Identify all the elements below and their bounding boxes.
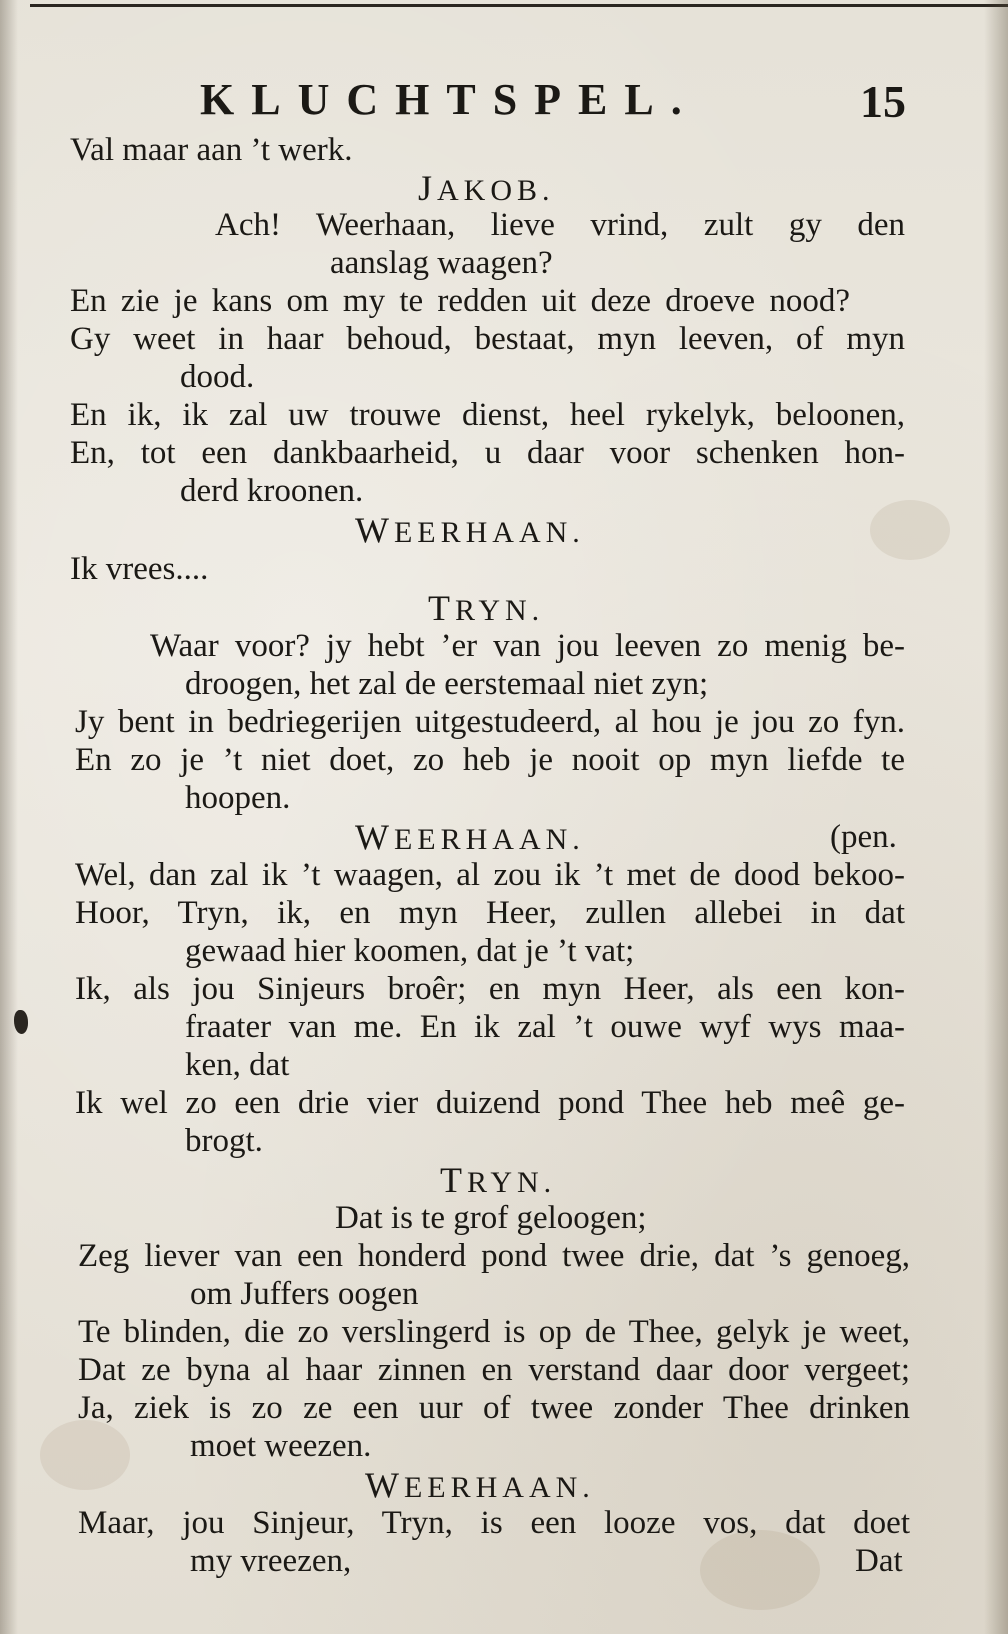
verse-line: Hoor, Tryn, ik, en myn Heer, zullen allebei in dat [75,895,905,931]
verse-line: Maar, jou Sinjeur, Tryn, is een looze vos, dat doet [78,1505,910,1541]
paper-stain [40,1420,130,1490]
verse-line: En, tot een dankbaarheid, u daar voor schenken hon- [70,435,905,471]
speaker-name: JAKOB. [418,168,555,208]
verse-line: En zo je ’t niet doet, zo heb je nooit op myn liefde te [75,742,905,778]
verse-line: Waar voor? jy hebt ’er van jou leeven zo menig be- [150,628,905,664]
verse-line: gewaad hier koomen, dat je ’t vat; [185,933,635,969]
verse-line: Wel, dan zal ik ’t waagen, al zou ik ’t met de dood bekoo- [75,857,905,893]
speaker-name: TRYN. [440,1160,557,1200]
verse-line: dood. [180,359,255,395]
verse-line: Gy weet in haar behoud, bestaat, myn leeven, of myn [70,321,905,357]
page-edge-shadow-left [0,0,18,1634]
verse-line: En zie je kans om my te redden uit deze droeve nood? [70,283,850,319]
catchword: Dat [855,1543,903,1579]
verse-line: Jy bent in bedriegerijen uitgestudeerd, al hou je jou zo fyn. [75,704,905,740]
verse-line: Dat is te grof geloogen; [335,1200,647,1236]
verse-line: moet weezen. [190,1428,372,1464]
verse-line: my vreezen, [190,1543,352,1579]
paper-stain [870,500,950,560]
verse-line: derd kroonen. [180,473,364,509]
verse-line: Val maar aan ’t werk. [70,132,353,168]
speaker-name: WEERHAAN. [355,817,585,857]
verse-line: Ik, als jou Sinjeurs broêr; en myn Heer, als een kon- [75,971,905,1007]
running-head [200,72,906,132]
verse-line: om Juffers oogen [190,1276,419,1312]
verse-line: ken, dat [185,1047,290,1083]
running-head-title: KLUCHTSPEL. [200,75,699,124]
verse-line: En ik, ik zal uw trouwe dienst, heel rykelyk, beloonen, [70,397,905,433]
verse-line: Ach! Weerhaan, lieve vrind, zult gy den [215,207,905,243]
verse-line: Dat ze byna al haar zinnen en verstand daar door vergeet; [78,1352,910,1388]
speaker-name: WEERHAAN. [365,1465,595,1505]
speaker-name: TRYN. [428,588,545,628]
verse-line: Te blinden, die zo verslingerd is op de Thee, gelyk je weet, [78,1314,910,1350]
verse-line: brogt. [185,1123,263,1159]
verse-line: Ik vrees.... [70,551,209,587]
page-number: 15 [860,76,906,127]
verse-line: Ik wel zo een drie vier duizend pond Thee heb meê ge- [75,1085,905,1121]
verse-line: droogen, het zal de eerstemaal niet zyn; [185,666,709,702]
verse-line: aanslag waagen? [330,245,553,281]
verse-turnover: (pen. [830,819,897,855]
verse-line: Zeg liever van een honderd pond twee drie, dat ’s genoeg, [78,1238,910,1274]
verse-line: fraater van me. En ik zal ’t ouwe wyf wys maa- [185,1009,905,1045]
verse-line: Ja, ziek is zo ze een uur of twee zonder Thee drinken [78,1390,910,1426]
page-edge-shadow-right [984,0,1008,1634]
speaker-name: WEERHAAN. [355,510,585,550]
top-edge-rule [30,4,1008,7]
ink-blot [14,1010,28,1034]
verse-line: hoopen. [185,780,291,816]
